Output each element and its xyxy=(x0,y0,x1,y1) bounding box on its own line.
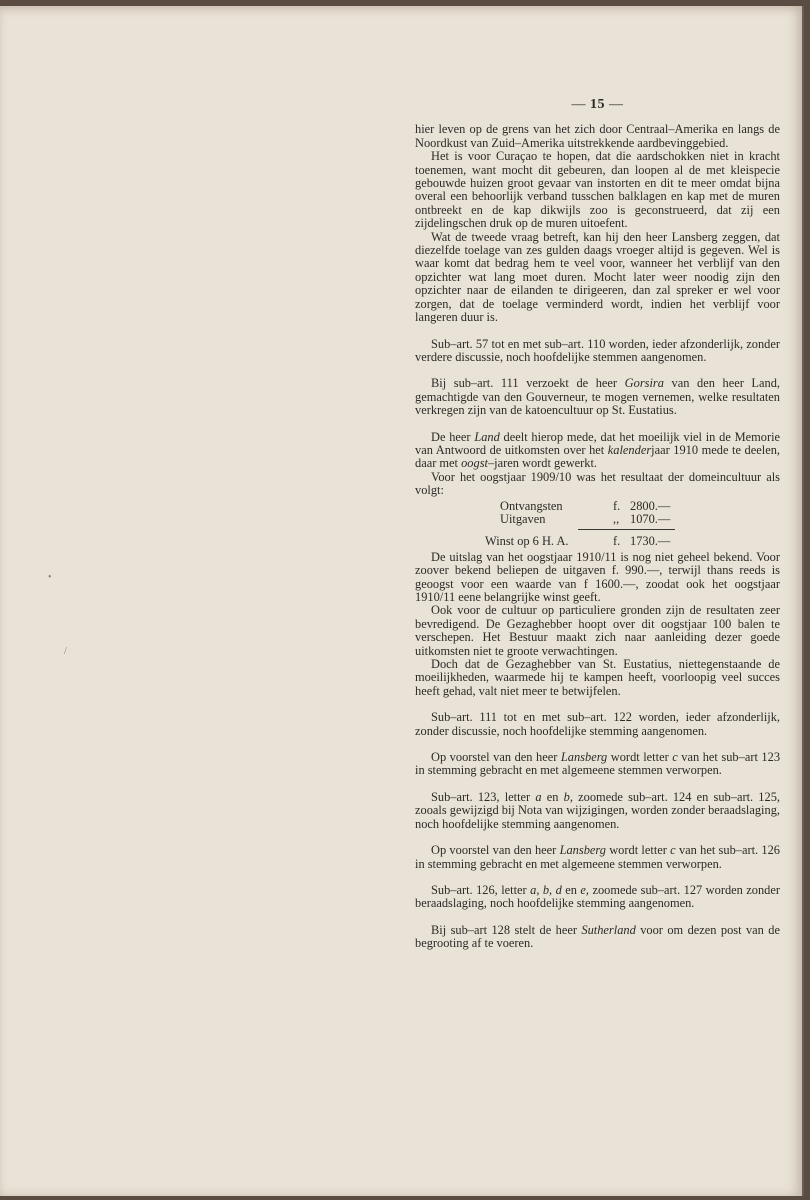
paragraph-13: Sub–art. 123, letter a en b, zoomede sub–art. 124 en sub–art. 125, zooals gewijzigd bij Nota van wijzigingen, worden zonder beraadslaging, noch hoofdelijke stemming aangenomen. xyxy=(415,789,780,831)
paragraph-16: Bij sub–art 128 stelt de heer Sutherland voor om dezen post van de begrooting af te voeren. xyxy=(415,922,780,951)
table-row: Ontvangsten f. 2800.— xyxy=(500,498,671,513)
paragraph-10: Doch dat de Gezaghebber van St. Eustatius, niettegenstaande de moeilijkheden, waarmede hij te kampen heeft, voorloopig veel succes heeft gehad, valt niet meer te betwijfelen. xyxy=(415,657,780,698)
table-total: Winst op 6 H. A. f. 1730.— xyxy=(485,534,671,549)
page-number: — 15 — xyxy=(571,97,624,112)
margin-tick: / xyxy=(64,646,67,657)
paragraph-8: De uitslag van het oogstjaar 1910/11 is nog niet geheel bekend. Voor zoover bekend beliepen de uitgaven f. 990.—, terwijl thans reeds is geoogst voor een waarde van f 1600.—, zoodat ook het oogstjaar 1910/11 eene belangrijke winst geeft. xyxy=(415,549,780,604)
document-page xyxy=(0,6,804,1196)
paragraph-5: Bij sub–art. 111 verzoekt de heer Gorsira van den heer Land, gemachtigde van den Gouverneur, te mogen vernemen, welke resultaten verkregen zijn van de katoencultuur op St. Eustatius. xyxy=(415,376,780,418)
person-name: Land xyxy=(474,429,500,444)
paragraph-12: Op voorstel van den heer Lansberg wordt letter c van het sub–art 123 in stemming gebracht en met algemeene stemmen verworpen. xyxy=(415,750,781,778)
paragraph-15: Sub–art. 126, letter a, b, d en e, zoomede sub–art. 127 worden zonder beraadslaging, noch hoofdelijke stemming aangenomen. xyxy=(415,882,781,911)
person-name: Lansberg xyxy=(560,750,608,765)
paragraph-9: Ook voor de cultuur op particuliere gronden zijn de resultaten zeer bevredigend. De Gezaghebber hoopt over dit oogstjaar 100 balen te verschepen. Het Bestuur maakt zich naar aanleiding dezer goede uitkomsten niet te groote verwachtingen. xyxy=(415,603,780,658)
paragraph-2: Het is voor Curaçao te hopen, dat die aardschokken niet in kracht toenemen, want mocht dit gebeuren, dan loopen al de met kleispecie gebouwde huizen groot gevaar van instorten en dit te meer omdat bijna overal een behoorlijk verband tusschen balklagen en kap met de muren ontbreekt en de kap dikwijls zoo is geconstrueerd, dat zij een zijdelingschen druk op de muren uitoefent. xyxy=(415,149,780,231)
paragraph-11: Sub–art. 111 tot en met sub–art. 122 worden, ieder afzonderlijk, zonder discussie, noch hoofdelijke stemming aangenomen. xyxy=(415,710,780,738)
paragraph-4: Sub–art. 57 tot en met sub–art. 110 worden, ieder afzonderlijk, zonder verdere discussie, noch hoofdelijke stemmen aangenomen. xyxy=(415,336,780,364)
text-column xyxy=(415,98,780,951)
paragraph-1: hier leven op de grens van het zich door Centraal–Amerika en langs de Noordkust van Zuid–Amerika uitstrekkende aardbevinggebied. xyxy=(415,122,780,150)
person-name: Lansberg xyxy=(559,843,606,858)
paragraph-7: Voor het oogstjaar 1909/10 was het resultaat der domeincultuur als volgt: xyxy=(415,469,780,498)
sum-rule xyxy=(578,529,675,530)
margin-dot: • xyxy=(48,572,52,583)
paragraph-6: De heer Land deelt hierop mede, dat het moeilijk viel in de Memorie van Antwoord de uitkomsten over het kalenderjaar 1910 mede te deelen, daar met oogst–jaren wordt gewerkt. xyxy=(415,429,781,471)
results-table xyxy=(500,500,680,527)
paragraph-3: Wat de tweede vraag betreft, kan hij den heer Lansberg zeggen, dat diezelfde toelage van zes gulden daags vroeger altijd is gegeven. Wel is waar komt dat bedrag hem te veel voor, wanneer het verblijf van den opzichter wat lang moet duren. Mocht later weer noodig zijn den opzichter naar de eilanden te dirigeeren, dan zal spreker er wel voor zorgen, dat de toelage verminderd wordt, indien het verblijf voor langeren duur is. xyxy=(415,229,780,325)
person-name: Gorsira xyxy=(624,376,664,391)
paragraph-14: Op voorstel van den heer Lansberg wordt letter c van het sub–art. 126 in stemming gebracht en met algemeene stemmen verworpen. xyxy=(415,843,780,871)
person-name: Sutherland xyxy=(581,922,636,937)
table-row: Uitgaven ,, 1070.— xyxy=(500,511,671,526)
